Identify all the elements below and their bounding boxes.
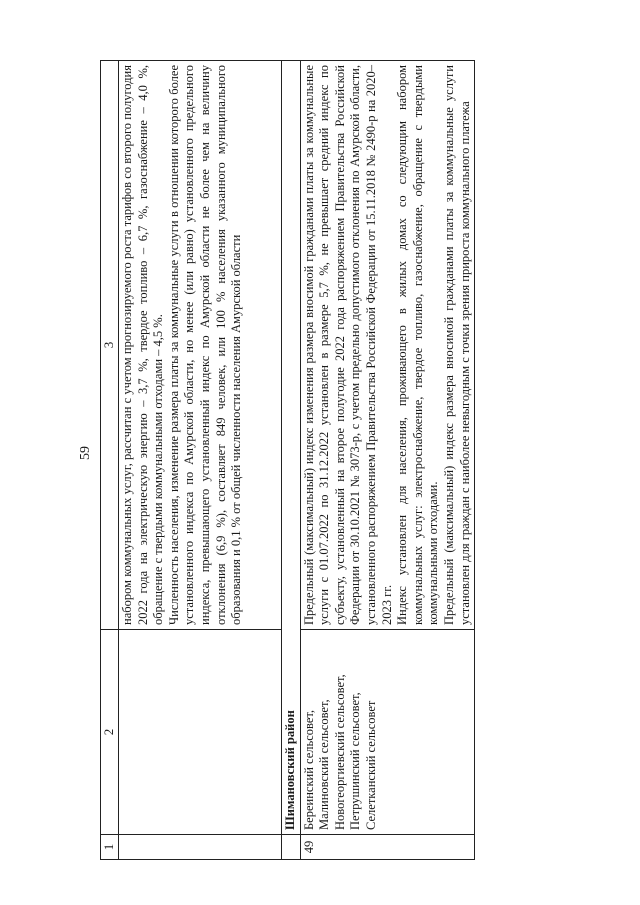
table-row xyxy=(119,61,282,860)
paragraph: Численность населения, изменение размера платы за коммунальные услуги в отношении которого более установленного индекса по Амурской области, но менее (или равно) установленного предельного индекса, превышающего установленный индекс по Амурской области не более чем на величину отклонения (6,9 %), составляет 849 человек, или 100 % населения указанного муниципального образования и 0,1 % от общей численности населения Амурской области xyxy=(166,65,244,625)
column-header-3: 3 xyxy=(101,61,119,630)
table-header-row xyxy=(101,61,119,860)
section-row xyxy=(282,61,301,860)
municipality-cell xyxy=(119,630,282,835)
table-row xyxy=(300,61,475,860)
description-cell xyxy=(300,61,475,630)
paragraph: набором коммунальных услуг, рассчитан с учетом прогнозируемого роста тарифов со второго полугодия 2022 года на электрическую энергию – 3,7 %, твердое топливо – 6,7 %, газоснабжение – 4,0 %, обращение с твердыми коммунальными отходами – 4,5 %. xyxy=(120,65,166,625)
municipality-cell: Береинский сельсовет, Малиновский сельсовет, Новогеоргиевский сельсовет, Петрушинский сельсовет, Селетканский сельсовет xyxy=(300,630,475,835)
row-number-cell: 49 xyxy=(300,835,475,860)
paragraph: Индекс установлен для населения, проживающего в жилых домах со следующим набором коммунальных услуг: электроснабжение, твердое топливо, газоснабжение, обращение с твердыми коммунальными отходами. xyxy=(395,65,441,625)
section-number-cell xyxy=(282,835,301,860)
page-number: 59 xyxy=(78,446,93,460)
document-table xyxy=(100,60,475,860)
page-content xyxy=(100,60,552,860)
paragraph: Предельный (максимальный) индекс размера вносимой гражданами платы за коммунальные услуги установлен для граждан с наиболее невыгодным с точки зрения прироста коммунального платежа xyxy=(441,65,472,625)
paragraph: Предельный (максимальный) индекс изменения размера вносимой гражданами платы за коммунальные услуги с 01.07.2022 по 31.12.2022 установлен в размере 5,7 %, не превышает средний индекс по субъекту, установленный на второе полугодие 2022 года распоряжением Правительства Российской Федерации от 30.10.2021 № 3073-р, с учетом предельно допустимого отклонения по Амурской области, установленного распоряжением Правительства Российской Федерации от 15.11.2018 № 2490-р на 2020–2023 гг. xyxy=(301,65,394,625)
section-title: Шимановский район xyxy=(282,61,301,835)
column-header-1: 1 xyxy=(101,835,119,860)
description-cell xyxy=(119,61,282,630)
row-number-cell xyxy=(119,835,282,860)
column-header-2: 2 xyxy=(101,630,119,835)
